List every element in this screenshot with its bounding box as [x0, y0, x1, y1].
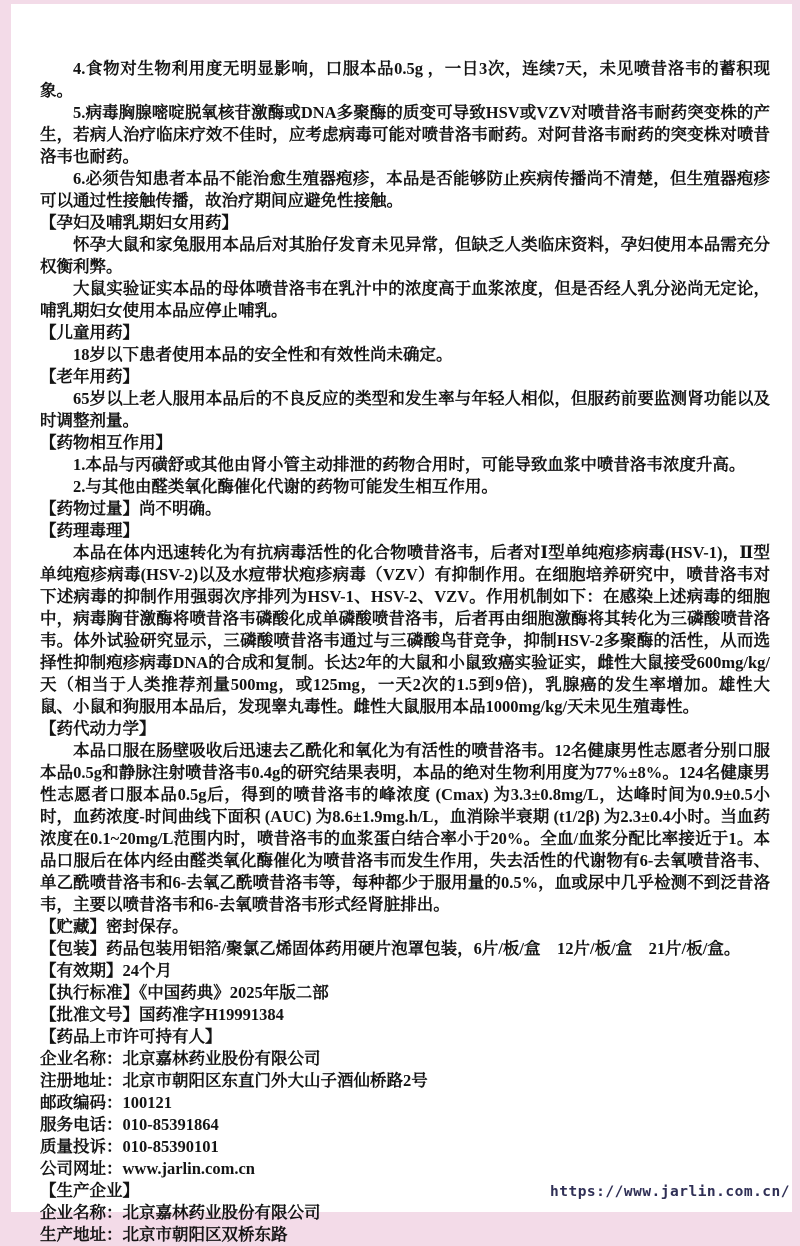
- section-standard-heading: 【执行标准】: [40, 983, 139, 1002]
- section-overdose: [40, 498, 770, 520]
- precaution-item-5: 5.病毒胸腺嘧啶脱氧核苷激酶或DNA多聚酶的质变可导致HSV或VZV对喷昔洛韦耐药突变株的产生，若病人治疗临床疗效不佳时，应考虑病毒可能对喷昔洛韦耐药。对阿昔洛韦耐药的突变株对喷昔洛韦也耐药。: [40, 103, 770, 166]
- section-pharmacology: [40, 520, 770, 718]
- mah-service-phone: 服务电话：010-85391864: [40, 1115, 219, 1134]
- section-pregnancy-paragraph: 怀孕大鼠和家兔服用本品后对其胎仔发育未见异常，但缺乏人类临床资料，孕妇使用本品需充分权衡利弊。: [40, 235, 770, 276]
- mah-company-website: 公司网址：www.jarlin.com.cn: [40, 1159, 255, 1178]
- section-interactions: [40, 432, 770, 498]
- manufacturer-company-name: 企业名称：北京嘉林药业股份有限公司: [40, 1203, 321, 1222]
- section-overdose-heading: 【药物过量】: [40, 499, 139, 518]
- section-pharmacology-heading: 【药理毒理】: [40, 521, 139, 540]
- section-approval-no-heading: 【批准文号】: [40, 1005, 139, 1024]
- section-packaging-text: 药品包装用铝箔/聚氯乙烯固体药用硬片泡罩包装，6片/板/盒 12片/板/盒 21片/板/盒。: [106, 939, 741, 958]
- section-children-paragraph: 18岁以下患者使用本品的安全性和有效性尚未确定。: [73, 345, 453, 364]
- section-packaging: [40, 938, 770, 960]
- section-interactions-item: 2.与其他由醛类氧化酶催化代谢的药物可能发生相互作用。: [73, 477, 498, 496]
- mah-postal-code: 邮政编码：100121: [40, 1093, 172, 1112]
- section-pharmacokinetics-heading: 【药代动力学】: [40, 719, 156, 738]
- mah-registered-address: 注册地址：北京市朝阳区东直门外大山子酒仙桥路2号: [40, 1071, 428, 1090]
- section-approval-no-text: 国药准字H19991384: [139, 1005, 284, 1024]
- section-storage: [40, 916, 770, 938]
- manufacturer-production-address: 生产地址：北京市朝阳区双桥东路: [40, 1225, 288, 1244]
- leaflet-content: [11, 4, 792, 1246]
- precaution-item-4: 4.食物对生物利用度无明显影响，口服本品0.5g ，一日3次，连续7天，未见喷昔洛韦的蓄积现象。: [40, 59, 770, 100]
- section-standard-text: 《中国药典》2025年版二部: [139, 983, 329, 1002]
- section-storage-text: 密封保存。: [106, 917, 189, 936]
- section-shelf-life: [40, 960, 770, 982]
- section-elderly-heading: 【老年用药】: [40, 367, 139, 386]
- section-mah-heading: 【药品上市许可持有人】: [40, 1027, 222, 1046]
- section-elderly-paragraph: 65岁以上老人服用本品后的不良反应的类型和发生率与年轻人相似，但服药前要监测肾功能以及时调整剂量。: [40, 389, 770, 430]
- section-pregnancy: [40, 212, 770, 322]
- mah-company-name: 企业名称：北京嘉林药业股份有限公司: [40, 1049, 321, 1068]
- section-pharmacokinetics: [40, 718, 770, 916]
- leaflet-page: [11, 4, 792, 1244]
- section-children: [40, 322, 770, 366]
- section-mah: [40, 1026, 770, 1180]
- section-standard: [40, 982, 770, 1004]
- section-manufacturer-heading: 【生产企业】: [40, 1181, 139, 1200]
- section-shelf-life-heading: 【有效期】: [40, 961, 123, 980]
- section-pharmacology-paragraph: 本品在体内迅速转化为有抗病毒活性的化合物喷昔洛韦，后者对Ⅰ型单纯疱疹病毒(HSV-1)，Ⅱ型单纯疱疹病毒(HSV-2)以及水痘带状疱疹病毒（VZV）有抑制作用。在细胞培养研究中，喷昔洛韦对下述病毒的抑制作用强弱次序排列为HSV-1、HSV-2、VZV。作用机制如下：在感染上述病毒的细胞中，病毒胸苷激酶将喷昔洛韦磷酸化成单磷酸喷昔洛韦，后者再由细胞激酶将其转化为三磷酸喷昔洛韦。体外试验研究显示，三磷酸喷昔洛韦通过与三磷酸鸟苷竞争，抑制HSV-2多聚酶的活性，从而选择性抑制疱疹病毒DNA的合成和复制。长达2年的大鼠和小鼠致癌实验证实，雌性大鼠接受600mg/kg/天（相当于人类推荐剂量500mg，或125mg，一天2次的1.5到9倍)，乳腺癌的发生率增加。雄性大鼠、小鼠和狗服用本品后，发现睾丸毒性。雌性大鼠服用本品1000mg/kg/天未见生殖毒性。: [40, 543, 770, 716]
- mah-quality-complaint-phone: 质量投诉：010-85390101: [40, 1137, 219, 1156]
- section-packaging-heading: 【包装】: [40, 939, 106, 958]
- section-interactions-heading: 【药物相互作用】: [40, 433, 172, 452]
- section-pregnancy-paragraph: 大鼠实验证实本品的母体喷昔洛韦在乳汁中的浓度高于血浆浓度，但是否经人乳分泌尚无定论，哺乳期妇女使用本品应停止哺乳。: [40, 279, 770, 320]
- section-elderly: [40, 366, 770, 432]
- section-overdose-text: 尚不明确。: [139, 499, 222, 518]
- section-pregnancy-heading: 【孕妇及哺乳期妇女用药】: [40, 213, 238, 232]
- section-approval-no: [40, 1004, 770, 1026]
- section-children-heading: 【儿童用药】: [40, 323, 139, 342]
- precaution-item-6: 6.必须告知患者本品不能治愈生殖器疱疹，本品是否能够防止疾病传播尚不清楚，但生殖器疱疹可以通过性接触传播，故治疗期间应避免性接触。: [40, 169, 770, 210]
- section-storage-heading: 【贮藏】: [40, 917, 106, 936]
- section-shelf-life-text: 24个月: [122, 961, 172, 980]
- watermark-url: https://www.jarlin.com.cn/: [550, 1184, 790, 1200]
- section-pharmacokinetics-paragraph: 本品口服在肠壁吸收后迅速去乙酰化和氧化为有活性的喷昔洛韦。12名健康男性志愿者分别口服本品0.5g和静脉注射喷昔洛韦0.4g的研究结果表明，本品的绝对生物利用度为77%±8%。124名健康男性志愿者口服本品0.5g后，得到的喷昔洛韦的峰浓度 (Cmax) 为3.3±0.8mg/L，达峰时间为0.9±0.5小时，血药浓度-时间曲线下面积 (AUC) 为8.6±1.9mg.h/L，血消除半衰期 (t1/2β) 为2.3±0.4小时。当血药浓度在0.1~20mg/L范围内时，喷昔洛韦的血浆蛋白结合率小于20%。全血/血浆分配比率接近于1。本品口服后在体内经由醛类氧化酶催化为喷昔洛韦而发生作用，失去活性的代谢物有6-去氧喷昔洛韦、单乙酰喷昔洛韦和6-去氧乙酰喷昔洛韦等，每种都少于服用量的0.5%，血或尿中几乎检测不到泛昔洛韦，主要以喷昔洛韦和6-去氧喷昔洛韦形式经肾脏排出。: [40, 741, 770, 914]
- section-interactions-item: 1.本品与丙磺舒或其他由肾小管主动排泄的药物合用时，可能导致血浆中喷昔洛韦浓度升高。: [73, 455, 746, 474]
